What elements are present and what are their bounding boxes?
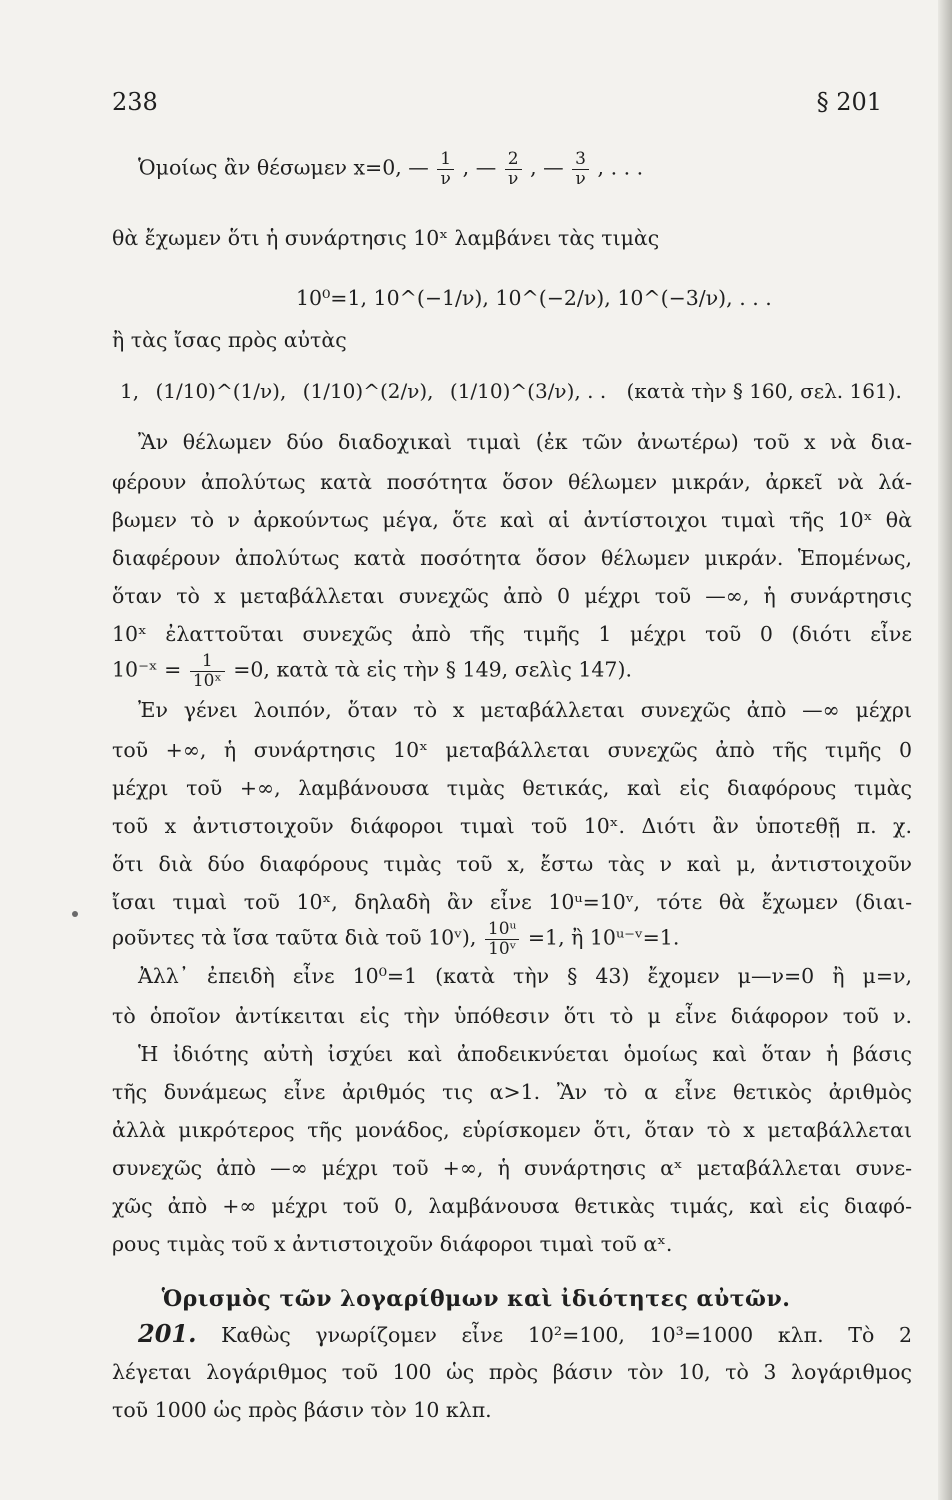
fraction-denominator: 10ᵛ <box>488 938 517 959</box>
text-line <box>138 1319 912 1348</box>
running-section-ref: § 201 <box>816 88 882 116</box>
fraction-numerator: 2 <box>505 150 522 170</box>
text-span: Ὁμοίως ἂν θέσωμεν x=0, — <box>138 155 429 180</box>
text-line: ὅταν τὸ x μεταβάλλεται συνεχῶς ἀπὸ 0 μέχρι τοῦ —∞, ἡ συνάρτησις <box>112 584 912 608</box>
text-line: θὰ ἔχωμεν ὅτι ἡ συνάρτησις 10ˣ λαμβάνει τὰς τιμὰς <box>112 226 660 250</box>
text-span: Καθὼς γνωρίζομεν εἶνε 10²=100, 10³=1000 κλπ. Τὸ 2 <box>221 1323 912 1347</box>
text-line: ρους τιμὰς τοῦ x ἀντιστοιχοῦν διάφοροι τιμαὶ τοῦ αˣ. <box>112 1232 673 1256</box>
fraction-numerator: 1 <box>437 150 454 170</box>
formula-term: (1/10)^(1/ν), <box>155 379 287 403</box>
text-span: (κατὰ τὴν § 160, σελ. 161). <box>626 379 902 403</box>
formula-term: (1/10)^(2/ν), <box>302 379 434 403</box>
text-line: ἀλλὰ μικρότερος τῆς μονάδος, εὑρίσκομεν ὅτι, ὅταν τὸ x μεταβάλλεται <box>112 1118 912 1142</box>
text-line: Ἂν θέλωμεν δύο διαδοχικαὶ τιμαὶ (ἐκ τῶν ἀνωτέρω) τοῦ x νὰ δια- <box>138 430 912 454</box>
text-line: συνεχῶς ἀπὸ —∞ μέχρι τοῦ +∞, ἡ συνάρτησις αˣ μεταβάλλεται συνε- <box>112 1156 912 1180</box>
fraction <box>190 652 225 690</box>
text-line: μέχρι τοῦ +∞, λαμβάνουσα τιμὰς θετικάς, καὶ εἰς διαφόρους τιμὰς <box>112 776 912 800</box>
text-line: τὸ ὁποῖον ἀντίκειται εἰς τὴν ὑπόθεσιν ὅτι τὸ μ εἶνε διάφορον τοῦ ν. <box>112 1004 912 1028</box>
text-line: Ἡ ἰδιότης αὐτὴ ἰσχύει καὶ ἀποδεικνύεται ὁμοίως καὶ ὅταν ἡ βάσις <box>138 1042 912 1066</box>
text-line: Ἐν γένει λοιπόν, ὅταν τὸ x μεταβάλλεται συνεχῶς ἀπὸ —∞ μέχρι <box>138 698 912 722</box>
fraction <box>437 150 454 188</box>
section-heading: Ὁρισμὸς τῶν λογαρίθμων καὶ ἰδιότητες αὐτῶν. <box>161 1286 791 1312</box>
fraction <box>505 150 522 188</box>
text-line: ὅτι διὰ δύο διαφόρους τιμὰς τοῦ x, ἔστω τὰς ν καὶ μ, ἀντιστοιχοῦν <box>112 852 912 876</box>
fraction-numerator: 1 <box>190 652 225 672</box>
fraction-denominator: ν <box>440 168 451 189</box>
fraction-numerator: 10ᵘ <box>485 920 519 940</box>
text-span: 10⁻ˣ = <box>112 657 182 682</box>
text-line: τοῦ x ἀντιστοιχοῦν διάφοροι τιμαὶ τοῦ 10ˣ. Διότι ἂν ὑποτεθῇ π. χ. <box>112 814 912 838</box>
text-span: , . . . <box>597 155 644 180</box>
text-line: βωμεν τὸ ν ἀρκούντως μέγα, ὅτε καὶ αἱ ἀντίστοιχοι τιμαὶ τῆς 10ˣ θὰ <box>112 508 912 532</box>
text-line: Ἀλλ᾽ ἐπειδὴ εἶνε 10⁰=1 (κατὰ τὴν § 43) ἔχομεν μ—ν=0 ἢ μ=ν, <box>138 964 912 988</box>
text-line: τοῦ 1000 ὡς πρὸς βάσιν τὸν 10 κλπ. <box>112 1398 492 1422</box>
text-span: , — <box>530 155 564 180</box>
text-line: φέρουν ἀπολύτως κατὰ ποσότητα ὅσον θέλωμεν μικράν, ἀρκεῖ νὰ λά- <box>112 470 912 494</box>
page-number: 238 <box>112 88 158 116</box>
fraction-denominator: 10ˣ <box>192 670 222 691</box>
margin-mark <box>72 911 78 917</box>
text-line: τῆς δυνάμεως εἶνε ἀριθμός τις α>1. Ἂν τὸ α εἶνε θετικὸς ἀριθμὸς <box>112 1080 912 1104</box>
fraction <box>485 920 519 958</box>
fraction-numerator: 3 <box>572 150 589 170</box>
text-line <box>112 150 912 188</box>
text-line: χῶς ἀπὸ +∞ μέχρι τοῦ 0, λαμβάνουσα θετικὰς τιμάς, καὶ εἰς διαφό- <box>112 1194 912 1218</box>
text-span: , — <box>462 155 497 180</box>
text-line: λέγεται λογάριθμος τοῦ 100 ὡς πρὸς βάσιν τὸν 10, τὸ 3 λογάριθμος <box>112 1360 912 1384</box>
text-line: τοῦ +∞, ἡ συνάρτησις 10ˣ μεταβάλλεται συνεχῶς ἀπὸ τῆς τιμῆς 0 <box>112 738 912 762</box>
text-span: ροῦντες τὰ ἴσα ταῦτα διὰ τοῦ 10ᵛ), <box>112 925 477 950</box>
formula-line <box>112 368 912 414</box>
text-span: =0, κατὰ τὰ εἰς τὴν § 149, σελὶς 147). <box>233 657 632 682</box>
text-line: ἢ τὰς ἴσας πρὸς αὐτὰς <box>112 328 347 352</box>
text-line <box>112 652 912 690</box>
fraction-denominator: ν <box>507 168 519 189</box>
page-edge-shadow <box>938 0 952 1500</box>
fraction-denominator: ν <box>575 168 586 189</box>
fraction <box>572 150 589 188</box>
text-line: ἴσαι τιμαὶ τοῦ 10ˣ, δηλαδὴ ἂν εἶνε 10ᵘ=10ᵛ, τότε θὰ ἔχωμεν (διαι- <box>112 890 912 914</box>
text-line <box>112 920 912 958</box>
text-span: =1, ἢ 10ᵘ⁻ᵛ=1. <box>527 925 680 950</box>
section-number: 201. <box>138 1319 197 1348</box>
text-span: 1, <box>120 379 140 403</box>
text-line: 10ˣ ἐλαττοῦται συνεχῶς ἀπὸ τῆς τιμῆς 1 μέχρι τοῦ 0 (διότι εἶνε <box>112 622 912 646</box>
text-line: διαφέρουν ἀπολύτως κατὰ ποσότητα ὅσον θέλωμεν μικράν. Ἑπομένως, <box>112 546 912 570</box>
formula-term: (1/10)^(3/ν), . . <box>449 379 607 403</box>
formula-line: 10⁰=1, 10^(−1/ν), 10^(−2/ν), 10^(−3/ν), . . . <box>296 286 772 310</box>
